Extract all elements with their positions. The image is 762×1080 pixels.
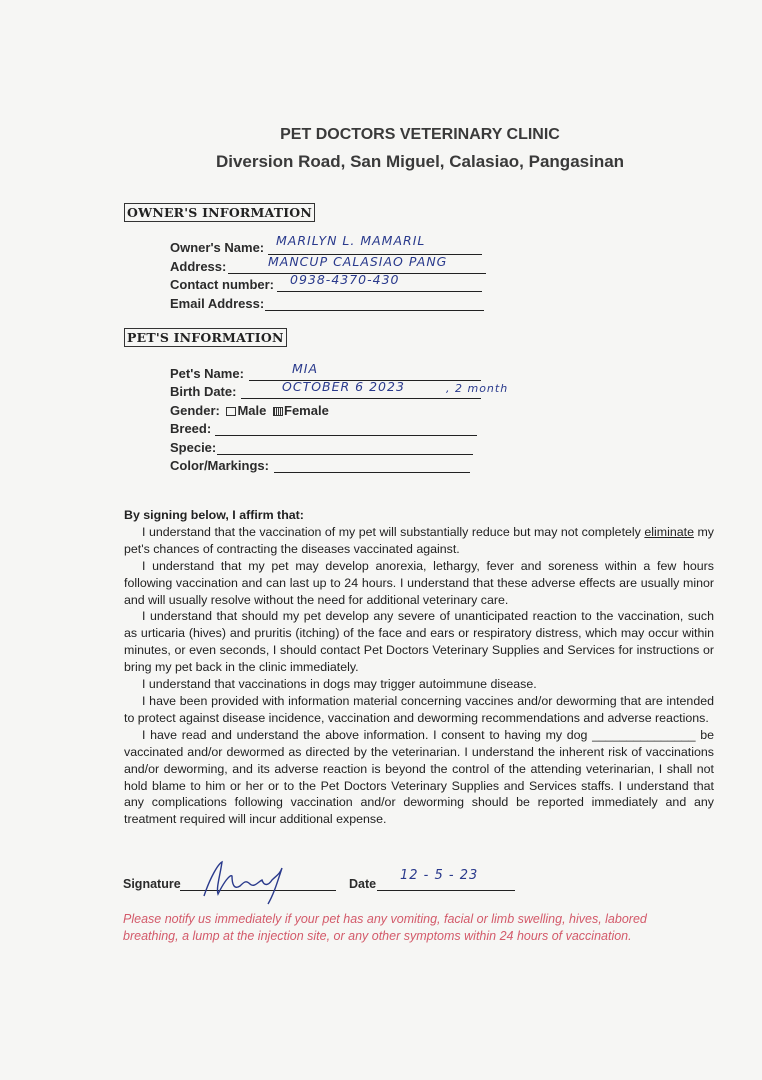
affirmation-paragraph-5: I have been provided with information material concerning vaccines and/or deworming that are intended to protect against disease incidence, vaccination and deworming recommendations and adverse reactions.: [124, 693, 714, 725]
handwritten-signature: [196, 856, 292, 906]
contact-label: Contact number:: [170, 277, 274, 292]
specie-line[interactable]: [217, 454, 473, 455]
footer-note: Please notify us immediately if your pet has any vomiting, facial or limb swelling, hives, labored breathing, a lump at the injection site, or any other symptoms within 24 hours of vaccination.: [123, 912, 647, 943]
date-value[interactable]: 12 - 5 - 23: [400, 868, 479, 883]
birth-date-line: [241, 398, 481, 399]
owner-name-value[interactable]: MARILYN L. MAMARIL: [276, 233, 426, 248]
specie-label: Specie:: [170, 440, 217, 455]
gender-row: [170, 403, 329, 418]
date-line: [377, 890, 515, 891]
breed-label: Breed:: [170, 421, 212, 436]
male-checkbox[interactable]: [226, 407, 236, 416]
contact-value[interactable]: 0938-4370-430: [290, 272, 400, 287]
owner-section-heading: OWNER'S INFORMATION: [124, 203, 315, 222]
affirmation-paragraph-3: I understand that should my pet develop any severe of unanticipated reaction to the vaccination, such as urticaria (hives) and pruritis (itching) of the face and ears or respiratory distress, which may occur within minutes, or even seconds, I should contact Pet Doctors Veterinary Supplies and Services for instructions or bring my pet back in the clinic immediately.: [124, 609, 714, 675]
pet-name-label: Pet's Name:: [170, 366, 244, 381]
gender-label: Gender:: [170, 403, 220, 418]
affirmation-paragraph-1: I understand that the vaccination of my pet will substantially reduce but may not completely eliminate my pet's chances of contracting the diseases vaccinated against.: [124, 524, 714, 556]
address-label: Address:: [170, 259, 227, 274]
breed-line[interactable]: [215, 435, 477, 436]
clinic-address: Diversion Road, San Miguel, Calasiao, Pangasinan: [215, 152, 625, 171]
date-label: Date: [349, 877, 377, 891]
birth-date-label: Birth Date:: [170, 384, 237, 399]
clinic-name: PET DOCTORS VETERINARY CLINIC: [280, 126, 560, 143]
address-value[interactable]: MANCUP CALASIAO PANG: [268, 254, 448, 269]
email-label: Email Address:: [170, 296, 265, 311]
female-checkbox[interactable]: [273, 407, 283, 416]
pet-section-heading: PET'S INFORMATION: [124, 328, 287, 347]
pet-name-value[interactable]: MIA: [292, 361, 319, 376]
affirmation-text: [124, 507, 714, 828]
affirmation-paragraph-4: I understand that vaccinations in dogs may trigger autoimmune disease.: [142, 677, 537, 692]
color-markings-line[interactable]: [274, 472, 470, 473]
color-markings-label: Color/Markings:: [170, 458, 269, 473]
affirmation-intro: By signing below, I affirm that:: [124, 508, 304, 522]
owner-name-label: Owner's Name:: [170, 240, 265, 255]
email-line[interactable]: [265, 310, 484, 311]
affirmation-paragraph-6: I have read and understand the above information. I consent to having my dog _______________ be vaccinated and/or dewormed as directed by the veterinarian. I understand the inherent risk of vaccinations and/or deworming, and its adverse reaction is beyond the control of the attending veterinarian, I shall not hold blame to him or her or to the Pet Doctors Veterinary Supplies and Services staffs. I understand that any complications following vaccination and/or deworming should be reported immediately and any treatment required will incur additional expense.: [124, 727, 714, 827]
male-label: Male: [237, 403, 267, 418]
pet-age-note: , 2 month: [446, 382, 509, 395]
contact-line: [277, 291, 482, 292]
signature-label: Signature: [123, 877, 181, 891]
affirmation-paragraph-2: I understand that my pet may develop anorexia, lethargy, fever and soreness within a few hours following vaccination and can last up to 24 hours. I understand that these adverse effects are usually minor and will usually resolve without the need for additional veterinary care.: [124, 558, 714, 607]
female-label: Female: [284, 403, 329, 418]
birth-date-value[interactable]: OCTOBER 6 2023: [282, 379, 405, 394]
